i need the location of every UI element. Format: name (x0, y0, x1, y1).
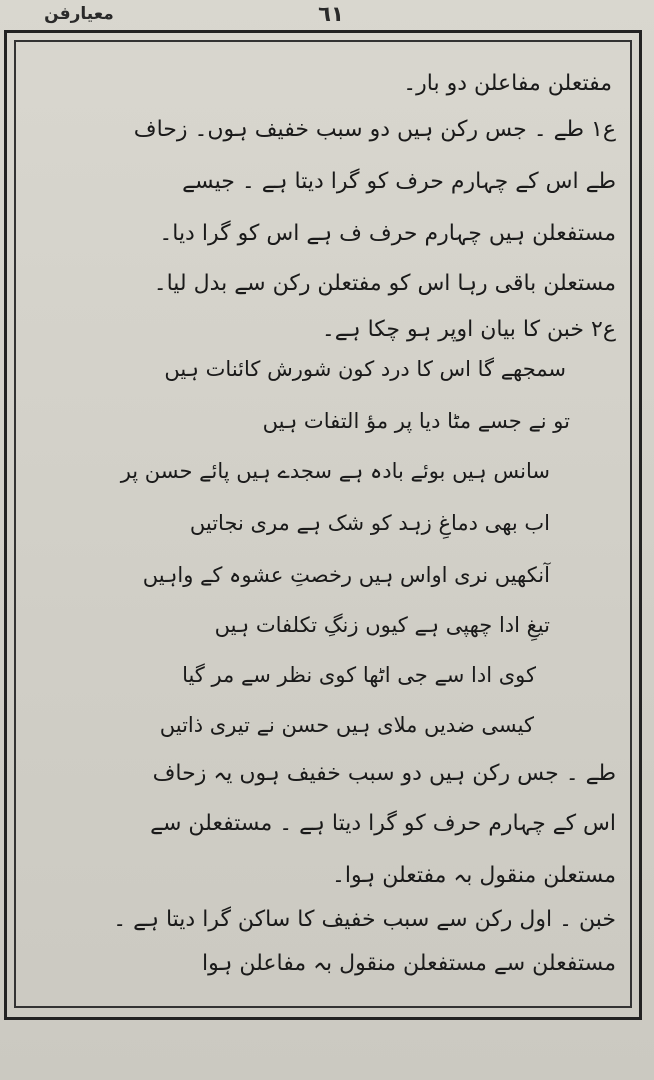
page-number: ٦١ (318, 2, 344, 26)
text-line: مستفعلن سے مستفعلن منقول بہ مفاعلن ہوا (202, 951, 616, 976)
text-line: طے ۔ جس رکن ہیں دو سبب خفیف ہوں یہ زحاف (152, 761, 616, 786)
verse-line: تیغِ ادا چھپی ہے کیوں زنگِ تکلفات ہیں (214, 613, 550, 637)
verse-line: تو نے جسے مٹا دیا پر مؤ التفات ہیں (262, 409, 570, 433)
text-line: مستفعلن ہیں چہارم حرف ف ہے اس کو گرا دیا۔ (159, 221, 616, 246)
text-line: اس کے چہارم حرف کو گرا دیتا ہے ۔ مستفعلن سے (150, 811, 616, 836)
verse-line: اب بھی دماغِ زہد کو شک ہے مری نجاتیں (189, 511, 550, 535)
verse-line: کیسی ضدیں ملای ہیں حسن نے تیری ذاتیں (159, 713, 534, 737)
text-line: ع۲ خبن کا بیان اوپر ہو چکا ہے۔ (321, 317, 616, 342)
text-line: طے اس کے چہارم حرف کو گرا دیتا ہے ۔ جیسے (182, 169, 616, 194)
page-header (0, 0, 654, 34)
text-line: ع۱ طے ۔ جس رکن ہیں دو سبب خفیف ہوں۔ زحاف (133, 117, 616, 142)
verse-line: سمجھے گا اس کا درد کون شورش کائنات ہیں (164, 357, 566, 381)
page-body (24, 48, 620, 998)
text-line: خبن ۔ اول رکن سے سبب خفیف کا ساکن گرا دیتا ہے ۔ (113, 907, 616, 932)
text-line: مفتعلن مفاعلن دو بار۔ (403, 71, 612, 96)
verse-line: کوی ادا سے جی اٹھا کوی نظر سے مر گیا (182, 663, 536, 687)
text-line: مستعلن باقی رہا اس کو مفتعلن رکن سے بدل لیا۔ (153, 271, 616, 296)
running-title: معیارفن (44, 4, 114, 24)
verse-line: آنکھیں نری اواس ہیں رخصتِ عشوہ کے واہیں (142, 563, 550, 587)
verse-line: سانس ہیں بوئے بادہ ہے سجدے ہیں پائے حسن پر (120, 459, 550, 483)
text-line: مستعلن منقول بہ مفتعلن ہوا۔ (331, 863, 616, 888)
